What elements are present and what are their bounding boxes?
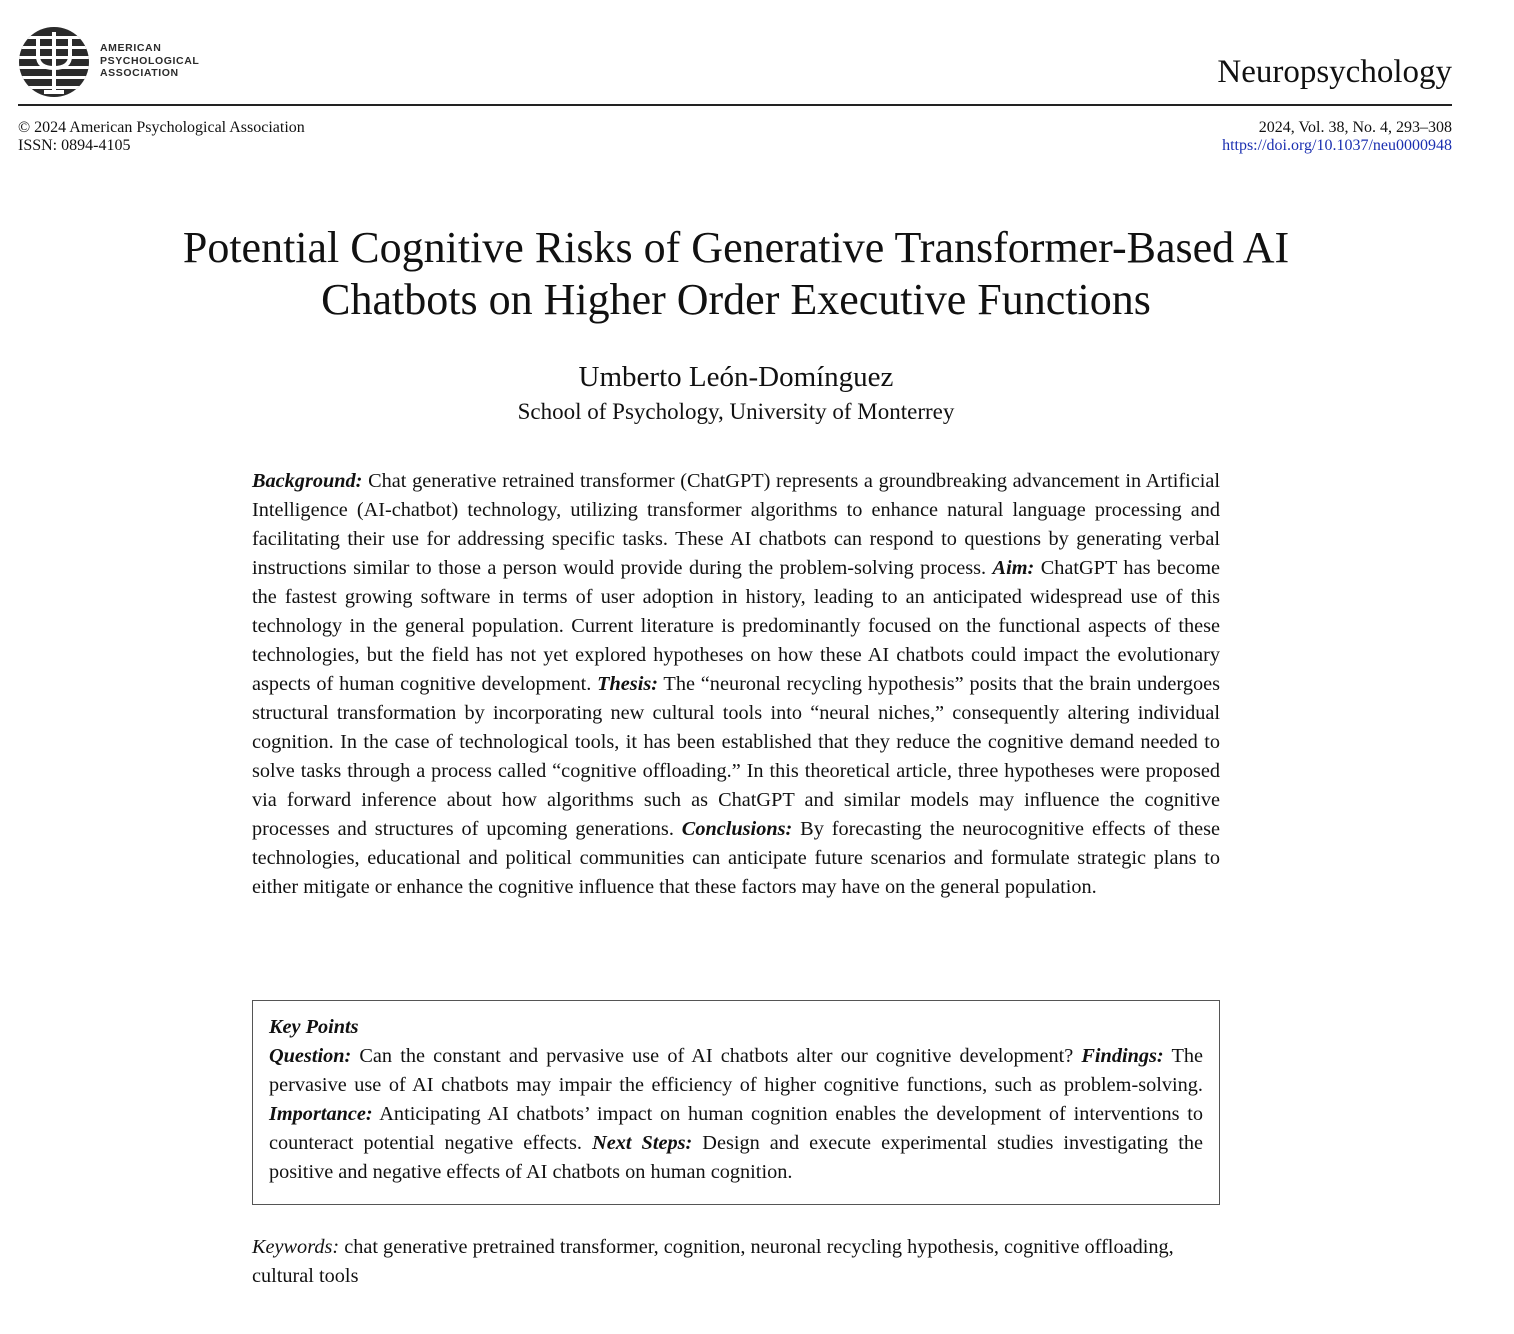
publisher-line-2: PSYCHOLOGICAL — [100, 54, 200, 67]
conclusions-text: By forecasting the neurocognitive effects of these technologies, educational and political communities can anticipate future scenarios and formulate strategic plans to either mitigate or enhance the cognitive influence that these factors may have on the general population. — [252, 818, 1220, 898]
background-label: Background: — [252, 470, 363, 492]
title-line-1: Potential Cognitive Risks of Generative Transformer-Based AI — [182, 223, 1290, 272]
publication-meta-left — [18, 119, 305, 155]
article-title — [100, 222, 1372, 326]
title-line-2: Chatbots on Higher Order Executive Functions — [321, 275, 1151, 324]
question-text: Can the constant and pervasive use of AI chatbots alter our cognitive development? — [351, 1045, 1082, 1067]
publication-meta-right — [1222, 119, 1452, 155]
abstract — [252, 467, 1220, 902]
author-affiliation: School of Psychology, University of Monterrey — [517, 399, 955, 424]
doi-link[interactable]: https://doi.org/10.1037/neu0000948 — [1222, 137, 1452, 154]
keywords — [252, 1233, 1220, 1291]
keywords-label: Keywords: — [252, 1236, 340, 1258]
abstract-paragraph — [252, 467, 1220, 902]
aim-label: Aim: — [992, 557, 1035, 579]
publisher-line-1: AMERICAN — [100, 42, 162, 54]
findings-text: The pervasive use of AI chatbots may impair the efficiency of higher cognitive functions, such as problem-solving. — [269, 1045, 1203, 1096]
next-steps-text: Design and execute experimental studies investigating the positive and negative effects of AI chatbots on human cognition. — [269, 1132, 1204, 1183]
findings-label: Findings: — [1081, 1045, 1164, 1067]
thesis-text: The “neuronal recycling hypothesis” posits that the brain undergoes structural transformation by incorporating new cultural tools into “neural niches,” consequently altering individual cognition. In the case of technological tools, it has been established that they reduce the cognitive demand needed to solve tasks through a process called “cognitive offloading.” In this theoretical article, three hypotheses were proposed via forward inference about how algorithms such as ChatGPT and similar models may influence the cognitive processes and structures of upcoming generations. — [252, 673, 1220, 840]
issn: ISSN: 0894-4105 — [18, 137, 131, 154]
journal-header — [18, 24, 1452, 106]
key-points-box — [252, 1000, 1220, 1205]
aim-text: ChatGPT has become the fastest growing software in terms of user adoption in history, leading to an anticipated widespread use of this technology in the general population. Current literature is predominantly focused on the functional aspects of these technologies, but the field has not yet explored hypotheses on how these AI chatbots could impact the evolutionary aspects of human cognitive development. — [252, 557, 1220, 695]
key-points-heading: Key Points — [269, 1016, 359, 1038]
importance-text: Anticipating AI chatbots’ impact on human cognition enables the development of interventions to counteract potential negative effects. — [269, 1103, 1203, 1154]
background-text: Chat generative retrained transformer (ChatGPT) represents a groundbreaking advancement in Artificial Intelligence (AI-chatbot) technology, utilizing transformer algorithms to enhance natural language processing and facilitating their use for addressing specific tasks. These AI chatbots can respond to questions by generating verbal instructions similar to those a person would provide during the problem-solving process. — [252, 470, 1220, 579]
citation-info: 2024, Vol. 38, No. 4, 293–308 — [1258, 119, 1452, 136]
apa-logo-icon — [18, 26, 90, 98]
conclusions-label: Conclusions: — [681, 818, 793, 840]
thesis-label: Thesis: — [597, 673, 658, 695]
keywords-text: chat generative pretrained transformer, cognition, neuronal recycling hypothesis, cognitive offloading, cultural tools — [252, 1236, 1174, 1287]
importance-label: Importance: — [269, 1103, 373, 1125]
question-label: Question: — [269, 1045, 352, 1067]
author-name: Umberto León-Domínguez — [578, 361, 894, 393]
copyright-notice: © 2024 American Psychological Association — [18, 119, 305, 136]
publisher-line-3: ASSOCIATION — [100, 67, 179, 79]
publisher-name — [100, 42, 199, 80]
journal-title: Neuropsychology — [1217, 54, 1452, 90]
next-steps-label: Next Steps: — [592, 1132, 693, 1154]
